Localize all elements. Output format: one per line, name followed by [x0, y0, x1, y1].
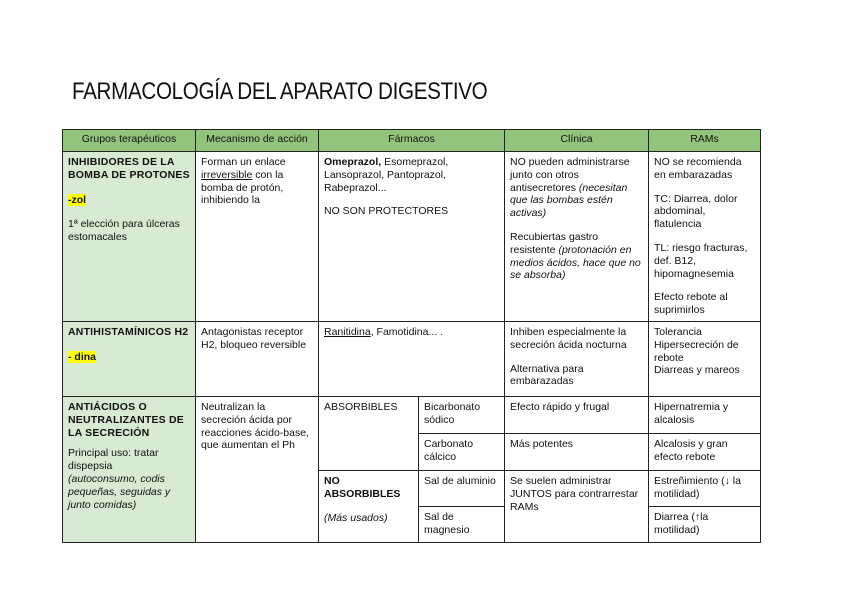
table-row [63, 152, 761, 322]
table-row [63, 321, 761, 396]
suffix-badge: - dina [68, 350, 96, 363]
group-note: 1ª elección para úlceras estomacales [68, 218, 180, 244]
clinic-cell: Se suelen administrar JUNTOS para contrarrestar RAMs [505, 470, 649, 542]
group-name: INHIBIDORES DE LA BOMBA DE PROTONES [68, 156, 190, 181]
drug-cell: Carbonato cálcico [419, 433, 505, 470]
rams-cell: NO se recomienda en embarazadas TC: Diarrea, dolor abdominal, flatulencia TL: riesgo fracturas, def. B12, hipomagnesemia Efecto rebote al suprimirlos [649, 152, 761, 322]
clinic-cell: Efecto rápido y frugal [505, 396, 649, 433]
header-rams: RAMs [649, 130, 761, 152]
header-clinic: Clínica [505, 130, 649, 152]
clinic-cell: NO pueden administrarse junto con otros antisecretores (necesitan que las bombas estén activas) Recubiertas gastro resistente (protonación en medios ácidos, hace que no se absorba) [505, 152, 649, 322]
mechanism-cell: Neutralizan la secreción ácida por reacciones ácido-base, que aumentan el Ph [196, 396, 319, 542]
group-name: ANTIÁCIDOS O NEUTRALIZANTES DE LA SECRECIÓN [68, 400, 184, 439]
group-cell [63, 152, 196, 322]
clinic-cell: Inhiben especialmente la secreción ácida nocturna Alternativa para embarazadas [505, 321, 649, 396]
rams-cell: Diarrea (↑la motilidad) [649, 506, 761, 542]
rams-cell: Tolerancia Hipersecreción de rebote Diarreas y mareos [649, 321, 761, 396]
drug-cell: Sal de aluminio [419, 470, 505, 506]
clinic-cell: Más potentes [505, 433, 649, 470]
group-cell: ANTIÁCIDOS O NEUTRALIZANTES DE LA SECRECIÓN Principal uso: tratar dispepsia (autoconsumo, codis pequeñas, seguidas y junto comidas) [63, 396, 196, 542]
rams-cell: Alcalosis y gran efecto rebote [649, 433, 761, 470]
rams-cell: Estreñimiento (↓ la motilidad) [649, 470, 761, 506]
mechanism-cell: Antagonistas receptor H2, bloqueo reversible [196, 321, 319, 396]
pharmacology-table [62, 129, 761, 543]
table-row [63, 396, 761, 433]
rams-cell: Hipernatremia y alcalosis [649, 396, 761, 433]
drugs-cell: Ranitidina, Famotidina... . [319, 321, 505, 396]
page-title: FARMACOLOGÍA DEL APARATO DIGESTIVO [72, 78, 488, 105]
drug-note: NO SON PROTECTORES [324, 205, 449, 218]
mechanism-cell: Forman un enlace irreversible con la bomba de protón, inhibiendo la [196, 152, 319, 322]
suffix-badge: -zol [68, 193, 87, 206]
non-absorbable-label: NO ABSORBIBLES (Más usados) [319, 470, 419, 542]
header-groups: Grupos terapéuticos [63, 130, 196, 152]
absorbable-label: ABSORBIBLES [319, 396, 419, 470]
drugs-cell: Omeprazol, Esomeprazol, Lansoprazol, Pantoprazol, Rabeprazol... NO SON PROTECTORES [319, 152, 505, 322]
drug-cell: Bicarbonato sódico [419, 396, 505, 433]
header-mechanism: Mecanismo de acción [196, 130, 319, 152]
group-name: ANTIHISTAMÍNICOS H2 [68, 325, 189, 338]
header-row [63, 130, 761, 152]
group-cell [63, 321, 196, 396]
header-drugs: Fármacos [319, 130, 505, 152]
drug-cell: Sal de magnesio [419, 506, 505, 542]
